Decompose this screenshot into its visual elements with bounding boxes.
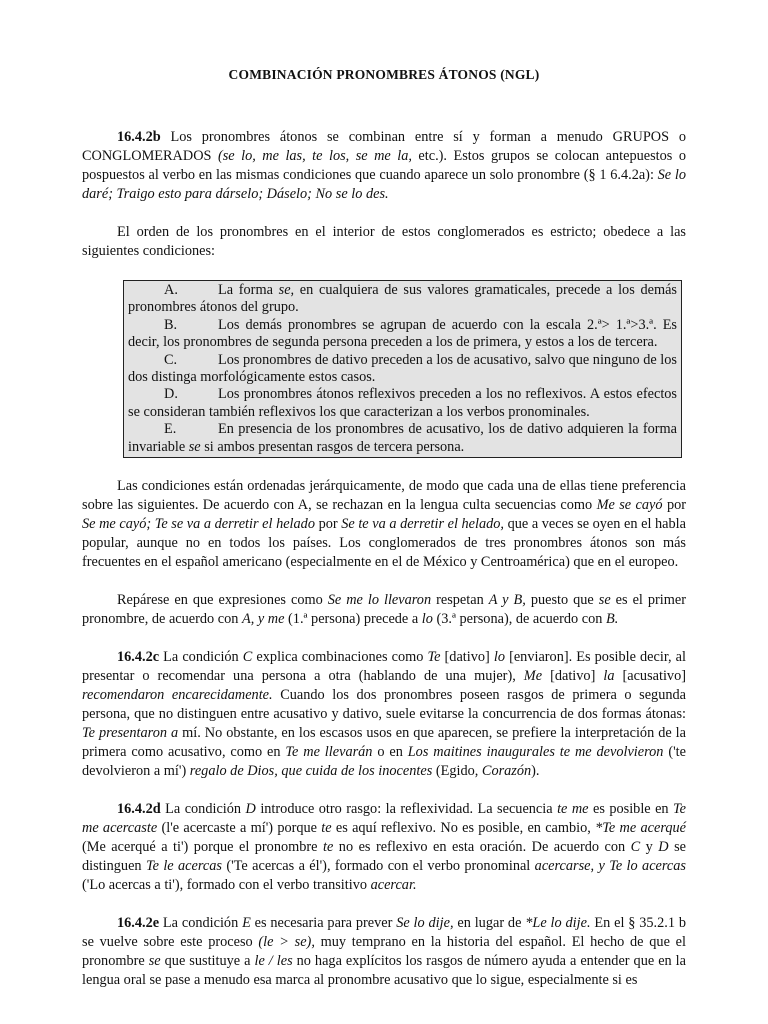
paragraph-16-4-2b: 16.4.2b Los pronombres átonos se combinan entre sí y forman a menudo GRUPOS o CONGLOMERADOS (se lo, me las, te los, se me la, etc.). Estos grupos se colocan antepuestos o pospuestos al verbo en las mismas condiciones que cuando aparece un solo pronombre (§ 1 6.4.2a): Se lo daré; Traigo esto para dárselo; Dáselo; No se lo des.	[82, 129, 686, 202]
paragraph-example: Repárese en que expresiones como Se me lo llevaron respetan A y B, puesto que se es el primer pronombre, de acuerdo con A, y me (1.ª persona) precede a lo (3.ª persona), de acuerdo con B.	[82, 592, 686, 628]
condition-d: D. Los pronombres átonos reflexivos preceden a los no reflexivos. A estos efectos se consideran también reflexivos los que caracterizan a los verbos pronominales.	[128, 386, 677, 420]
paragraph-16-4-2c: 16.4.2c La condición C explica combinaciones como Te [dativo] lo [enviaron]. Es posible decir, al presentar o recomendar una persona a otra (hablando de una mujer), Me [dativo] la [acusativo] recomendaron encarecidamente. Cuando los dos pronombres poseen rasgos de primera o segunda persona, que no distinguen entre acusativo y dativo, suele evitarse la concurrencia de dos formas átonas: Te presentaron a mí. No obstante, en los escasos usos en que aparecen, se prefiere la interpretación de la primera como acusativo, como en Te me llevarán o en Los maitines inaugurales te me devolvieron ('te devolvieron a mí') regalo de Dios, que cuida de los inocentes (Egido, Corazón).	[82, 649, 687, 780]
section-number: 16.4.2e	[117, 915, 160, 932]
paragraph-hierarchy: Las condiciones están ordenadas jerárquicamente, de modo que cada una de ellas tiene preferencia sobre las siguientes. De acuerdo con A, se rechazan en la lengua culta secuencias como Me se cayó por Se me cayó; Te se va a derretir el helado por Se te va a derretir el helado, que a veces se oyen en el habla popular, aunque no en todos los países. Los conglomerados de tres pronombres átonos son más frecuentes en el español americano (especialmente en el de México y Centroamérica) que en el europeo.	[82, 478, 687, 571]
condition-c: C. Los pronombres de dativo preceden a los de acusativo, salvo que ninguno de los dos distinga morfológicamente estos casos.	[128, 351, 677, 386]
section-number: 16.4.2c	[117, 649, 160, 666]
paragraph-16-4-2d: 16.4.2d La condición D introduce otro rasgo: la reflexividad. La secuencia te me es posible en Te me acercaste (l'e acercaste a mí') porque te es aquí reflexivo. No es posible, en cambio, *Te me acerqué (Me acerqué a ti') porque el pronombre te no es reflexivo en esta oración. De acuerdo con C y D se distinguen Te le acercas ('Te acercas a él'), formado con el verbo pronominal acercarse, y Te lo acercas ('Lo acercas a ti'), formado con el verbo transitivo acercar.	[82, 801, 687, 894]
paragraph-order: El orden de los pronombres en el interior de estos conglomerados es estricto; obedece a las siguientes condiciones:	[82, 224, 686, 259]
section-number: 16.4.2b	[117, 129, 161, 145]
condition-b: B. Los demás pronombres se agrupan de acuerdo con la escala 2.ª> 1.ª>3.ª. Es decir, los pronombres de segunda persona preceden a los de primera, y estos a los de tercera.	[128, 316, 677, 351]
conditions-box	[123, 280, 682, 458]
document-title: COMBINACIÓN PRONOMBRES ÁTONOS (NGL)	[228, 67, 540, 82]
section-number: 16.4.2d	[117, 801, 161, 818]
condition-a: A. La forma se, en cualquiera de sus valores gramaticales, precede a los demás pronombres átonos del grupo.	[128, 282, 677, 316]
condition-e: E. En presencia de los pronombres de acusativo, los de dativo adquieren la forma invariable se si ambos presentan rasgos de tercera persona.	[128, 421, 677, 455]
paragraph-16-4-2e: 16.4.2e La condición E es necesaria para prever Se lo dije, en lugar de *Le lo dije. En el § 35.2.1 b se vuelve sobre este proceso (le > se), muy temprano en la historia del español. El hecho de que el pronombre se que sustituye a le / les no haga explícitos los rasgos de número ayuda a entender que en la lengua oral se pase a menudo esa marca al pronombre acusativo que lo sigue, especialmente si es	[82, 915, 686, 989]
